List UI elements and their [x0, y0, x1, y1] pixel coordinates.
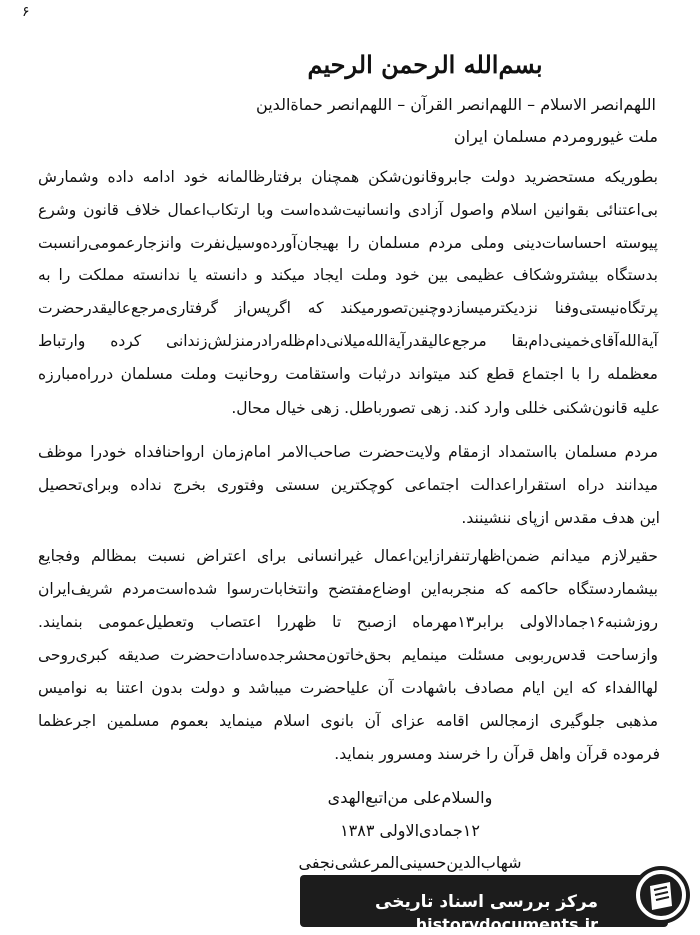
date-line: ۱۲جمادی‌الاولی ۱۳۸۳	[340, 821, 480, 840]
body-line: بدستگاه بیشتروشکاف عظیمی بین خود وملت ایجاد میکند و دانسته یا ندانسته مملکت را به	[38, 266, 658, 284]
body-line: معظمله را با اجتماع قطع کند میتواند درثبات واستقامت روحانیت وملت مسلمان درراه‌مبارزه	[38, 365, 658, 383]
salutation-line: والسلام‌علی من‌اتبع‌الهدی	[327, 788, 493, 807]
watermark-url: historydocuments.ir	[415, 915, 598, 934]
greeting-line: ملت غیورومردم مسلمان ایران	[453, 127, 658, 146]
body-line: لهاالفداء که این ایام مصادف باشهادت آن علیاحضرت میباشد و دولت بدون اعتنا به نوامیس	[38, 679, 658, 697]
body-line: آیة‌الله‌آقای‌خمینی‌دام‌بقا مرجع‌عالیقدرآیة‌الله‌میلانی‌دام‌ظله‌رادرمنزلش‌زندانی کرده وارتباط	[38, 332, 658, 350]
body-line: وازساحت قدس‌ربوبی مسئلت مینمایم بحق‌خاتون‌محشرجده‌سادات‌حضرت صدیقه کبری‌روحی	[38, 646, 658, 664]
body-line: این هدف مقدس ازپای ننشینند.	[461, 509, 660, 527]
page-number: ۶	[22, 4, 30, 20]
watermark-title: مرکز بررسی اسناد تاریخی	[375, 892, 598, 912]
body-line: مردم مسلمان بااستمداد ازمقام ولایت‌حضرت صاحب‌الامر امام‌زمان ارواحنافداه خودرا موظف	[38, 443, 658, 461]
body-line: مذهبی جلوگیری ازمجالس اقامه عزای آن بانوی اسلام مینماید بعموم مسلمین اجرعظما	[38, 712, 658, 730]
body-line: علیه قانون‌شکنی خللی وارد کند. زهی تصورباطل. زهی خیال محال.	[231, 399, 660, 417]
body-line: پرتگاه‌نیستی‌وفنا نزدیکترمیسازدوچنین‌تصورمیکند که اگرپس‌از گرفتاری‌مرجع‌عالیقدرحضرت	[38, 299, 658, 317]
body-line: میدانند دراه استقراراعدالت اجتماعی کوچکترین سستی وفتوری بخرج نداده وبرای‌تحصیل	[38, 476, 658, 494]
watermark-bar	[300, 875, 668, 934]
watermark-banner	[0, 860, 700, 935]
invocation-line: اللهم‌انصر الاسلام – اللهم‌انصر القرآن – اللهم‌انصر حماة‌الدین	[256, 95, 656, 114]
body-line: بطوریکه مستحضرید دولت جابروقانون‌شکن همچنان برفتارظالمانه خود ادامه داده وشمارش	[38, 168, 658, 186]
body-line: بیشماردستگاه حاکمه که منجربه‌این اوضاع‌مفتضح وانتخابات‌رسوا شده‌است‌مردم شریف‌ایران	[38, 580, 658, 598]
signature-line: شهاب‌الدین‌حسینی‌المرعشی‌نجفی	[298, 853, 522, 872]
body-line: فرموده قرآن واهل قرآن را خرسند ومسرور بنماید.	[334, 745, 660, 763]
body-line: بی‌اعتنائی بقوانین اسلام واصول آزادی وانسانیت‌شده‌است وبا ارتکاب‌اعمال خلاف قانون وشرع	[38, 201, 658, 219]
body-line: پیوسته احساسات‌دینی وملی مردم مسلمان را بهیجان‌آورده‌وسیل‌نفرت وانزجارعمومی‌رانسبت	[38, 234, 658, 252]
body-line: روزشنبه۱۶جمادالاولی برابر۱۳مهرماه ازصبح تا ظهررا اعتصاب وتعطیل‌عمومی بنمایند.	[38, 613, 658, 631]
body-line: حقیرلازم میدانم ضمن‌اظهارتنفرازاین‌اعمال غیرانسانی برای اعتراض نسبت بمظالم وفجایع	[38, 547, 658, 565]
historydocuments-logo-icon	[630, 864, 692, 926]
basmala-heading: بسم‌الله الرحمن الرحیم	[307, 50, 543, 79]
